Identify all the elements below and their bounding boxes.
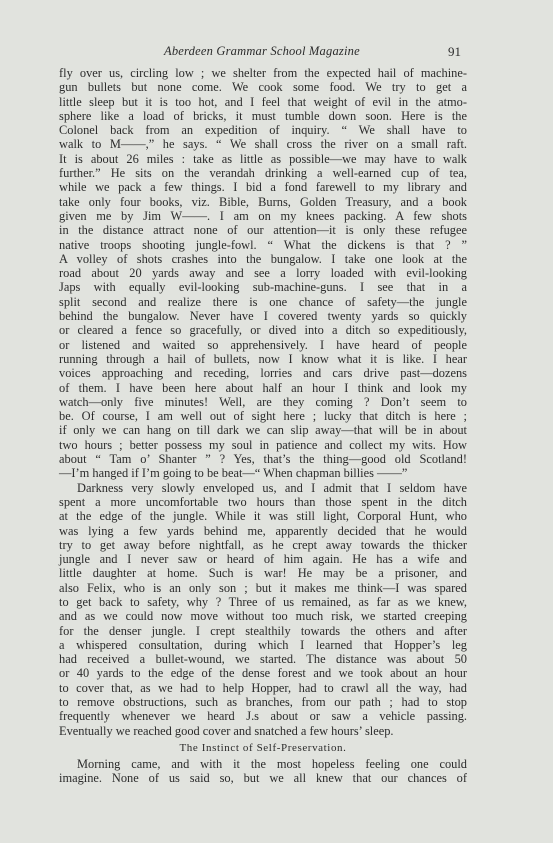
text-line: for the denser jungle. I crept stealthily towards the others and after	[59, 623, 467, 638]
text-line: walk to M——,” he says. “ We shall cross the river on a small raft.	[59, 137, 467, 152]
paragraph-1	[59, 66, 467, 481]
text-line: watch—only five minutes! Well, are they coming ? Don’t seem to	[59, 394, 467, 409]
text-line: try to get away before nightfall, as he crept away towards the thicker	[59, 537, 467, 552]
text-line: Colonel back from an expedition of inquiry. “ We shall have to	[59, 123, 467, 138]
journal-title: Aberdeen Grammar School Magazine	[164, 44, 360, 58]
text-line: or 40 yards to the edge of the dense forest and we took about an hour	[59, 666, 467, 681]
text-line: sphere like a load of bricks, it must tumble down soon. Here is the	[59, 108, 467, 123]
text-line: to get back to safety, why ? Three of us remained, as far as we knew,	[59, 594, 467, 609]
text-line: frequently whenever we heard J.s about or saw a vehicle passing.	[59, 709, 467, 724]
text-line: split second and realize there is one chance of safety—the jungle	[59, 294, 467, 309]
text-line: It is about 26 miles : take as little as possible—we may have to walk	[59, 151, 467, 166]
text-line: Morning came, and with it the most hopeless feeling one could	[77, 756, 467, 771]
article-text	[59, 66, 467, 786]
text-line: at the edge of the jungle. While it was still light, Corporal Hunt, who	[59, 509, 467, 524]
text-line: two hours ; better possess my soul in patience and collect my wits. How	[59, 437, 467, 452]
text-line: Eventually we reached good cover and snatched a few hours’ sleep.	[59, 723, 394, 738]
text-line: and as we could now move without too much risk, we started creeping	[59, 609, 467, 624]
text-line: road about 20 yards away and see a lorry loaded with evil-looking	[59, 266, 467, 281]
text-line: to cover that, as we had to help Hopper, had to crawl all the way, had	[59, 680, 467, 695]
text-line: was lying a few yards behind me, apparently decided that he would	[59, 523, 467, 538]
text-line: while we pack a few things. I bid a fond farewell to my library and	[59, 180, 467, 195]
text-line: given me by Jim W——. I am on my knees packing. A few shots	[59, 208, 467, 223]
text-line: Japs with equally evil-looking sub-machine-guns. I see that in a	[59, 280, 467, 295]
text-line: little daughter at home. Such is war! He may be a prisoner, and	[59, 566, 467, 581]
paragraph-2	[59, 481, 467, 738]
text-line: of them. I have been here about half an hour I think and look my	[59, 380, 467, 395]
text-line: gun bullets but none come. We cook some food. We try to get a	[59, 80, 467, 95]
text-line: or listened and waited so apprehensively. I have heard of people	[59, 337, 467, 352]
text-line: imagine. None of us said so, but we all knew that our chances of	[59, 771, 467, 786]
text-line: further.” He sits on the verandah drinking a well-earned cup of tea,	[59, 166, 467, 181]
text-line: —I’m hanged if I’m going to be beat—“ When chapman billies ——”	[59, 466, 408, 481]
section-heading: The Instinct of Self-Preservation.	[179, 741, 347, 754]
text-line: fly over us, circling low ; we shelter from the expected hail of machine-	[59, 66, 467, 80]
text-line: if only we can hang on till dark we can slip away—that will be in about	[59, 423, 467, 438]
text-line: behind the bungalow. Never have I covered twenty yards so quickly	[59, 309, 467, 324]
text-line: had received a bullet-wound, we started. The distance was about 50	[59, 652, 467, 667]
text-line: jungle and I never saw or heard of him again. He has a wife and	[59, 552, 467, 567]
text-line: running through a hail of bullets, now I know what it is like. I hear	[59, 351, 467, 366]
text-line: be. Of course, I am well out of sight here ; lucky that ditch is here ;	[59, 409, 467, 424]
text-line: about “ Tam o’ Shanter ” ? Yes, that’s the thing—good old Scotland!	[59, 452, 467, 467]
text-line: little sleep but it is too hot, and I feel that weight of evil in the atmo-	[59, 94, 467, 109]
text-line: to remove obstructions, such as branches, from our path ; had to stop	[59, 695, 467, 710]
text-line: or cleared a fence so gracefully, or dived into a ditch so expeditiously,	[59, 323, 467, 338]
running-head	[0, 44, 553, 62]
page-number: 91	[448, 44, 461, 59]
text-line: in the distance attract none of our attention—it is only these refugee	[59, 223, 467, 238]
text-line: Darkness very slowly enveloped us, and I admit that I seldom have	[77, 480, 467, 495]
text-line: A volley of shots crashes into the bungalow. I take one look at the	[59, 251, 467, 266]
text-line: also Felix, who is an only son ; but it makes me think—I was spared	[59, 580, 467, 595]
text-line: voices approaching and receding, lorries and cars drive past—dozens	[59, 366, 467, 381]
text-line: take only four books, viz. Bible, Burns, Golden Treasury, and a book	[59, 194, 467, 209]
text-line: native troops shooting jungle-fowl. “ What the dickens is that ? ”	[59, 237, 467, 252]
text-line: a whispered consultation, during which I learned that Hopper’s leg	[59, 637, 467, 652]
paragraph-3	[59, 757, 467, 786]
text-line: spent a more uncomfortable two hours than those spent in the ditch	[59, 494, 467, 509]
